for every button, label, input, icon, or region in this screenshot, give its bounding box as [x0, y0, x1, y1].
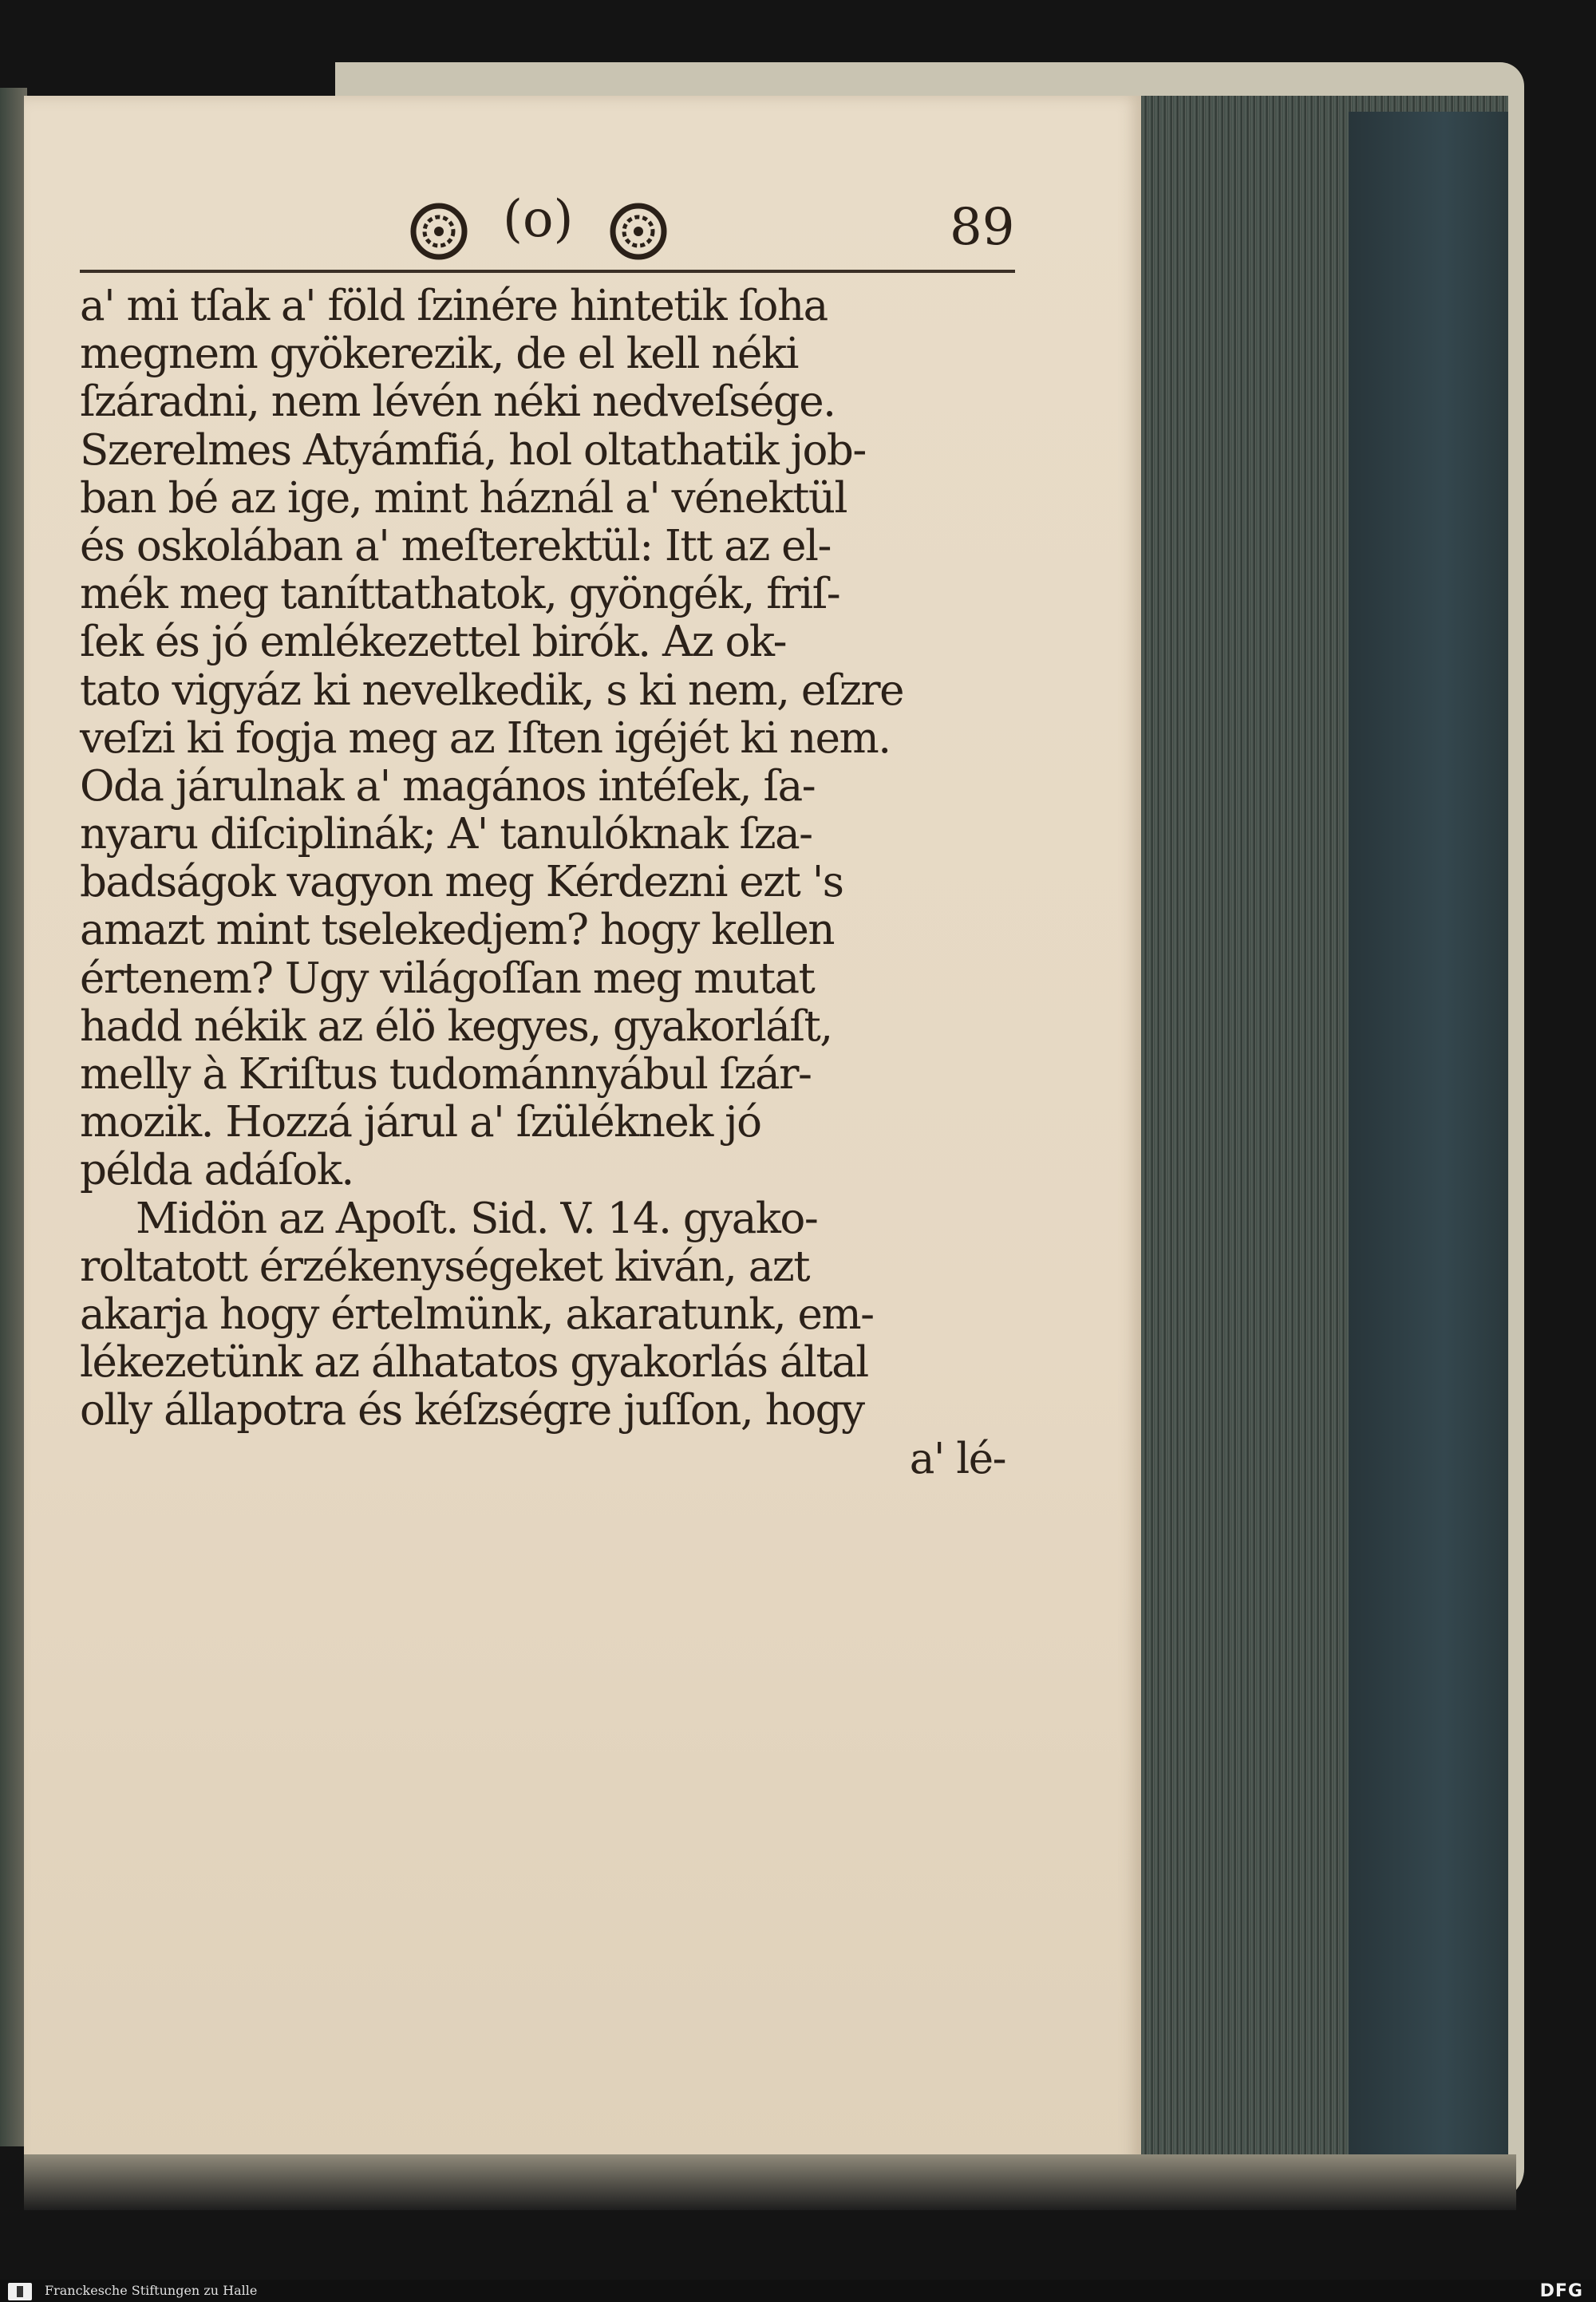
text-line: akarja hogy értelmünk, akaratunk, em- [80, 1289, 874, 1339]
text-line: olly állapotra és kéſzségre juſſon, hogy [80, 1386, 864, 1435]
text-line: roltatott érzékenységeket kiván, azt [80, 1242, 810, 1291]
text-line: ſzáradni, nem lévén néki nedveſsége. [80, 377, 836, 427]
text-line: Oda járulnak a' magános intéſek, ſa- [80, 761, 816, 811]
text-line: és oskolában a' meſterektül: Itt az el- [80, 521, 831, 571]
text-line: ban bé az ige, mint háznál a' vénektül [80, 473, 847, 523]
text-line: hadd nékik az élö kegyes, gyakorláſt, [80, 1001, 832, 1051]
text-line: tato vigyáz ki nevelkedik, s ki nem, eſzre [80, 665, 903, 715]
text-line: lékezetünk az álhatatos gyakorlás által [80, 1338, 868, 1388]
dfg-logo: DFG [1539, 2281, 1583, 2301]
catchword: a' lé- [909, 1434, 1005, 1483]
page-bottom-shadow [24, 2154, 1516, 2210]
text-line: amazt mint tselekedjem? hogy kellen [80, 906, 835, 955]
viewer-footer [0, 2280, 1596, 2302]
text-line: Midön az Apoſt. Sid. V. 14. gyako- [136, 1194, 818, 1243]
text-line: nyaru diſciplinák; A' tanulóknak ſza- [80, 810, 812, 859]
text-line: Szerelmes Atyámfiá, hol oltathatik job- [80, 425, 866, 475]
text-line: a' mi tſak a' föld ſzinére hintetik ſoha [80, 282, 828, 330]
text-line: mozik. Hozzá járul a' ſzüléknek jó [80, 1098, 761, 1147]
rosette-ornament-icon [407, 199, 471, 263]
binding-edge [0, 88, 27, 2146]
body-text [80, 282, 1021, 1483]
page-number: 89 [950, 198, 1015, 257]
text-line: példa adáſok. [80, 1146, 354, 1195]
header-ornament-middle: (o) [503, 190, 574, 249]
text-line: mék meg taníttathatok, gyöngék, friſ- [80, 570, 840, 619]
header-rule [80, 270, 1015, 273]
institution-name: Franckesche Stiftungen zu Halle [45, 2283, 258, 2298]
text-line: melly à Kriſtus tudománnyábul ſzár- [80, 1050, 812, 1099]
institution-logo-icon [8, 2283, 32, 2300]
text-line: értenem? Ugy világoſſan meg mutat [80, 954, 815, 1003]
text-line: badságok vagyon meg Kérdezni ezt 's [80, 858, 843, 907]
text-line: megnem gyökerezik, de el kell néki [80, 330, 798, 379]
text-line: ſek és jó emlékezettel birók. Az ok- [80, 618, 786, 667]
page-header [80, 190, 1015, 278]
rosette-ornament-icon [606, 199, 670, 263]
text-line: veſzi ki fogja meg az Iſten igéjét ki nem. [80, 713, 891, 763]
page-edges-shadow [1349, 112, 1508, 2154]
